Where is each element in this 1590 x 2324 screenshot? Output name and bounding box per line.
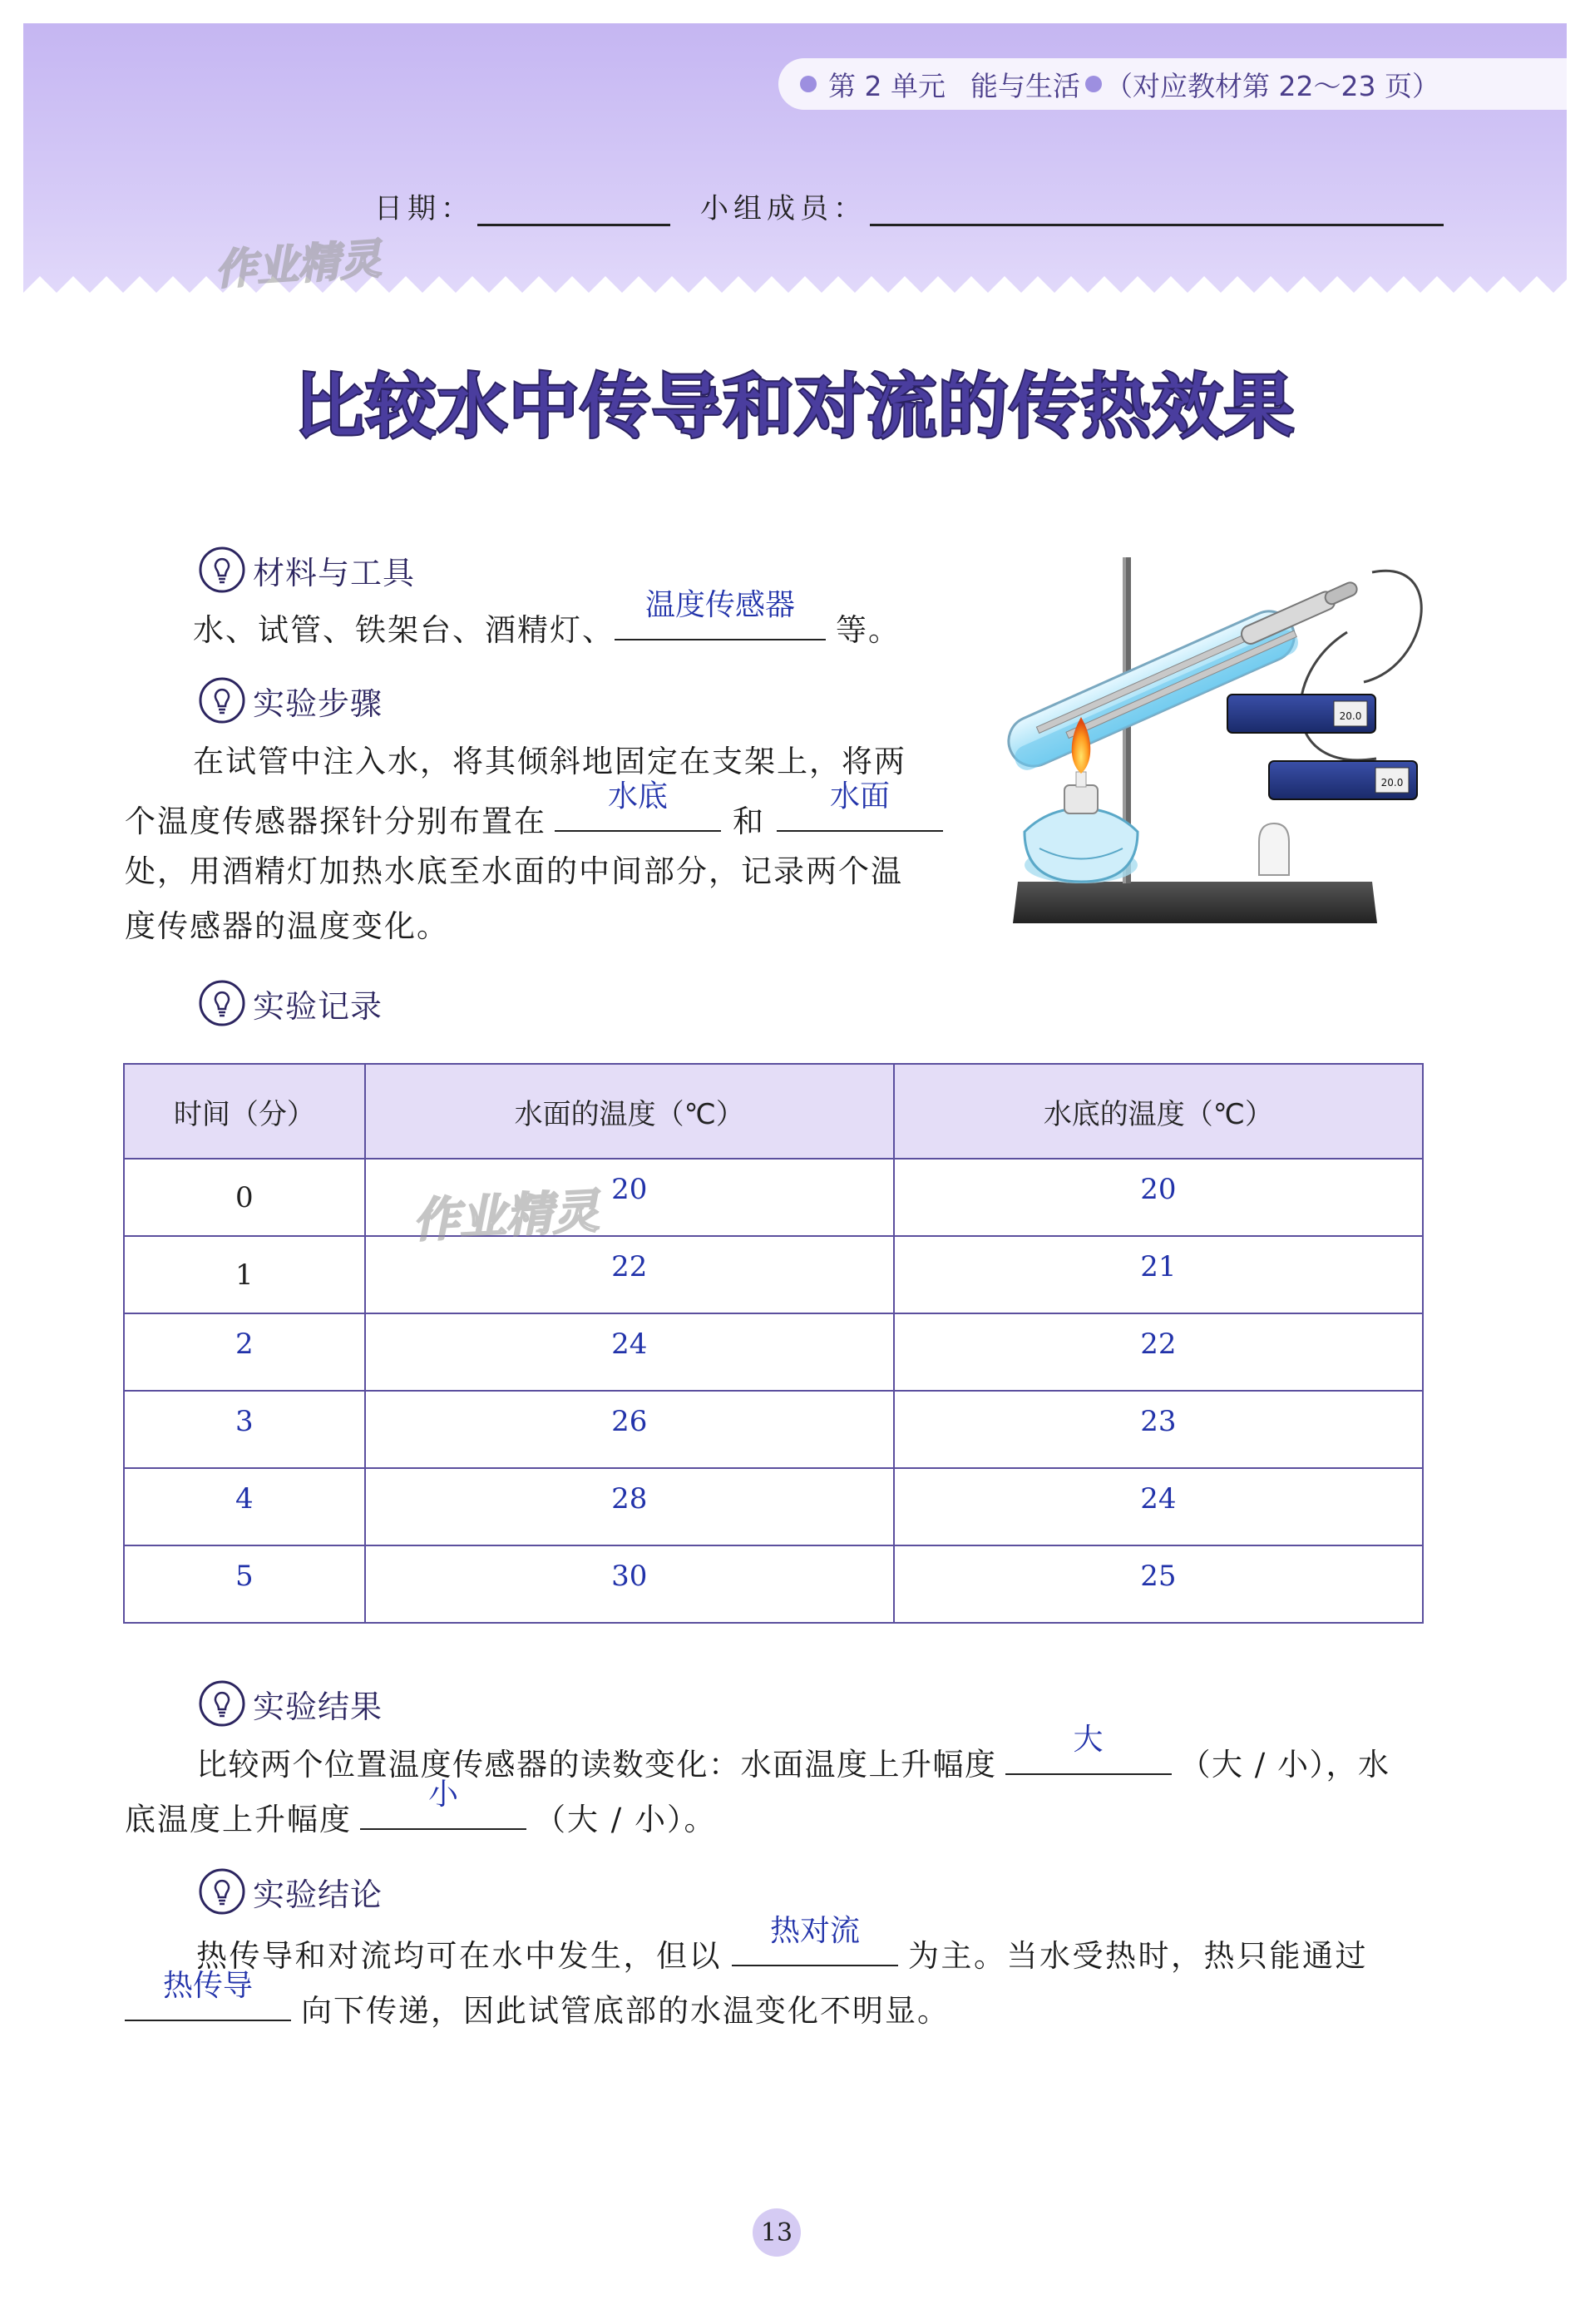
answer-blank: 温度传感器 xyxy=(615,601,826,640)
steps-line-4: 度传感器的温度变化。 xyxy=(125,908,449,944)
answer-blank: 热传导 xyxy=(125,1981,291,2021)
steps-line-3: 处，用酒精灯加热水底至水面的中间部分，记录两个温 xyxy=(125,853,903,889)
column-header-surface: 水面的温度（℃） xyxy=(365,1064,894,1159)
table-row xyxy=(124,1545,1423,1623)
table-header-row xyxy=(124,1064,1423,1159)
materials-heading: 材料与工具 xyxy=(198,545,415,595)
textbook-reference: （对应教材第 22～23 页） xyxy=(1104,69,1439,102)
experiment-apparatus-illustration xyxy=(981,532,1430,932)
answer-blank: 小 xyxy=(360,1790,526,1830)
date-field[interactable] xyxy=(477,193,670,226)
members-field[interactable] xyxy=(870,193,1444,226)
steps-heading: 实验步骤 xyxy=(198,675,383,725)
materials-text: 水、试管、铁架台、酒精灯、 温度传感器 等。 xyxy=(193,588,901,648)
steps-line-1: 在试管中注入水，将其倾斜地固定在支架上，将两 xyxy=(193,744,906,779)
date-label: 日期： xyxy=(374,192,474,225)
conclusion-heading: 实验结论 xyxy=(198,1867,383,1916)
answer-blank: 热对流 xyxy=(732,1926,898,1966)
unit-banner xyxy=(778,58,1567,110)
lightbulb-icon xyxy=(198,676,246,724)
time-cell: 2 xyxy=(235,1327,254,1361)
svg-text:比较水中传导和对流的传热效果: 比较水中传导和对流的传热效果 xyxy=(294,366,1296,447)
unit-title: 能与生活 xyxy=(970,69,1080,102)
watermark-logo: 作业精灵 xyxy=(411,1184,600,1249)
temperature-record-table xyxy=(123,1063,1424,1624)
page-title xyxy=(249,348,1341,464)
surface-temp-cell: 28 xyxy=(611,1481,648,1516)
time-cell: 1 xyxy=(235,1258,254,1292)
page-number: 13 xyxy=(753,2208,801,2257)
surface-temp-cell: 24 xyxy=(611,1327,648,1361)
answer-blank: 水面 xyxy=(777,792,943,832)
lightbulb-icon xyxy=(198,1867,246,1916)
sensor-display-1: 20.0 xyxy=(1339,710,1362,722)
bottom-temp-cell: 25 xyxy=(1140,1559,1177,1593)
surface-temp-cell: 26 xyxy=(611,1404,648,1438)
answer-blank: 水底 xyxy=(555,792,721,832)
result-heading: 实验结果 xyxy=(198,1679,383,1728)
bottom-temp-cell: 21 xyxy=(1140,1249,1177,1283)
bottom-temp-cell: 20 xyxy=(1140,1172,1177,1206)
conclusion-line-1: 热传导和对流均可在水中发生，但以 热对流 为主。当水受热时，热只能通过 xyxy=(196,1914,1368,1974)
conclusion-line-2: 热传导 向下传递，因此试管底部的水温变化不明显。 xyxy=(125,1981,950,2031)
result-line-1: 比较两个位置温度传感器的读数变化：水面温度上升幅度 大 （大 / 小），水 xyxy=(196,1723,1390,1783)
lightbulb-icon xyxy=(198,546,246,594)
header-zigzag-edge xyxy=(23,276,1567,316)
column-header-bottom: 水底的温度（℃） xyxy=(894,1064,1423,1159)
surface-temp-cell: 30 xyxy=(611,1559,648,1593)
bullet-dot-icon xyxy=(1085,76,1102,92)
date-members-line xyxy=(374,185,1444,226)
time-cell: 4 xyxy=(235,1481,254,1516)
result-line-2: 底温度上升幅度 小 （大 / 小）。 xyxy=(125,1778,717,1837)
members-label: 小组成员： xyxy=(700,192,867,225)
table-row xyxy=(124,1391,1423,1468)
bottom-temp-cell: 22 xyxy=(1140,1327,1177,1361)
bottom-temp-cell: 23 xyxy=(1140,1404,1177,1438)
unit-number: 第 2 单元 xyxy=(828,69,946,102)
bottom-temp-cell: 24 xyxy=(1140,1481,1177,1516)
column-header-time: 时间（分） xyxy=(124,1064,365,1159)
steps-line-2: 个温度传感器探针分别布置在 水底 和 水面 xyxy=(125,792,943,842)
table-row xyxy=(124,1236,1423,1313)
table-row xyxy=(124,1313,1423,1391)
time-cell: 5 xyxy=(235,1559,254,1593)
time-cell: 0 xyxy=(235,1180,254,1214)
sensor-display-2: 20.0 xyxy=(1380,777,1404,789)
table-row xyxy=(124,1468,1423,1545)
record-heading: 实验记录 xyxy=(198,978,383,1028)
bullet-dot-icon xyxy=(800,76,817,92)
lightbulb-icon xyxy=(198,979,246,1027)
lightbulb-icon xyxy=(198,1679,246,1728)
answer-blank: 大 xyxy=(1005,1735,1172,1775)
surface-temp-cell: 22 xyxy=(611,1249,648,1283)
table-row xyxy=(124,1159,1423,1236)
time-cell: 3 xyxy=(235,1404,254,1438)
surface-temp-cell: 20 xyxy=(611,1172,648,1206)
